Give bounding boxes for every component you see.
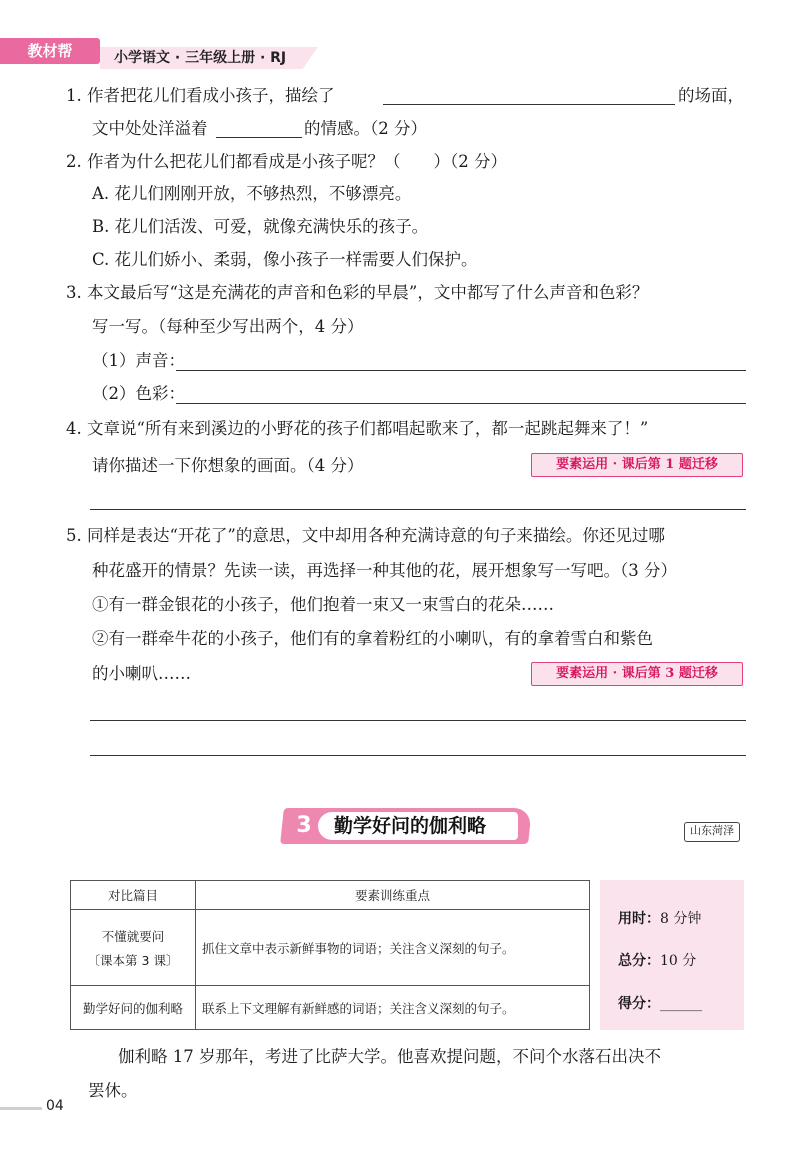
q5-example1: ①有一群金银花的小孩子，他们抱着一束又一束雪白的花朵……: [92, 595, 554, 614]
q3-line2: 写一写。（每种至少写出两个，4 分）: [92, 317, 364, 336]
header-title: 小学语文 · 三年级上册 · RJ: [114, 50, 287, 66]
q1-text-b: 的场面，: [678, 86, 744, 105]
total-label: 总分：: [618, 953, 660, 969]
q4-line1: 4. 文章说“所有来到溪边的小野花的孩子们都唱起歌来了，都一起跳起舞来了！”: [66, 419, 649, 438]
q1-text-d: 的情感。（2 分）: [304, 119, 427, 138]
q3-sub2-label: （2）色彩：: [92, 384, 185, 403]
table-header-cell: 对比篇目: [71, 881, 196, 910]
q2-option-c[interactable]: C. 花儿们娇小、柔弱，像小孩子一样需要人们保护。: [92, 250, 478, 269]
section-number: 3: [296, 813, 312, 838]
q3-sub1-label: （1）声音：: [92, 351, 185, 370]
table-row: [71, 910, 590, 986]
q1-blank-2[interactable]: [216, 137, 302, 138]
table-header-row: [71, 881, 590, 910]
total-value: 10 分: [660, 953, 697, 969]
time-value: 8 分钟: [660, 911, 702, 927]
comparison-table: [70, 880, 590, 1030]
q1-blank-1[interactable]: [383, 104, 675, 105]
total-row: [618, 950, 696, 970]
time-label: 用时：: [618, 911, 660, 927]
q5-example2a: ②有一群牵牛花的小孩子，他们有的拿着粉红的小喇叭，有的拿着雪白和紫色: [92, 629, 653, 648]
table-cell-title: [71, 910, 196, 986]
table-cell-focus: 联系上下文理解有新鲜感的词语；关注含义深刻的句子。: [196, 986, 590, 1030]
q5-example2b: 的小喇叭……: [92, 664, 191, 683]
score-label: 得分：: [618, 996, 660, 1012]
q5-line1: 5. 同样是表达“开花了”的意思，文中却用各种充满诗意的句子来描绘。你还见过哪: [66, 526, 665, 545]
q3-line1: 3. 本文最后写“这是充满花的声音和色彩的早晨”，文中都写了什么声音和色彩？: [66, 283, 649, 302]
time-row: [618, 908, 701, 928]
q5-line2: 种花盛开的情景？先读一读，再选择一种其他的花，展开想象写一写吧。（3 分）: [92, 561, 677, 580]
q5-tag: 要素运用 · 课后第 3 题迁移: [531, 662, 743, 686]
footer-bar: [0, 1107, 42, 1110]
q4-answer-line[interactable]: [90, 509, 746, 510]
table-row: [71, 986, 590, 1030]
section-title: 勤学好问的伽利略: [334, 815, 487, 837]
score-row: [618, 993, 702, 1013]
score-field[interactable]: ______: [660, 996, 702, 1012]
table-cell-title: 勤学好问的伽利略: [71, 986, 196, 1030]
table-header-cell: 要素训练重点: [196, 881, 590, 910]
q4-tag: 要素运用 · 课后第 1 题迁移: [531, 453, 743, 477]
q1-text-a: 1. 作者把花儿们看成小孩子，描绘了: [66, 86, 335, 105]
q3-sub2-line[interactable]: [176, 403, 746, 404]
q3-sub1-line[interactable]: [176, 370, 746, 371]
table-cell-focus: 抓住文章中表示新鲜事物的词语；关注含义深刻的句子。: [196, 910, 590, 986]
q5-answer-line-1[interactable]: [90, 720, 746, 721]
passage-line2: 罢休。: [88, 1081, 138, 1100]
q4-line2: 请你描述一下你想象的画面。（4 分）: [92, 456, 364, 475]
row-note: 〔课本第 3 课〕: [87, 952, 179, 968]
brand-tab: 教材帮: [0, 38, 100, 64]
page-number: 04: [46, 1098, 64, 1114]
q2-option-b[interactable]: B. 花儿们活泼、可爱，就像充满快乐的孩子。: [92, 217, 429, 236]
q5-answer-line-2[interactable]: [90, 755, 746, 756]
passage-line1: 伽利略 17 岁那年，考进了比萨大学。他喜欢提问题，不问个水落石出决不: [118, 1047, 661, 1066]
row-title: 不懂就要问: [101, 928, 165, 944]
q2-stem: 2. 作者为什么把花儿们都看成是小孩子呢？（ ）（2 分）: [66, 152, 507, 171]
q2-option-a[interactable]: A. 花儿们刚刚开放，不够热烈，不够漂亮。: [92, 184, 412, 203]
q1-text-c: 文中处处洋溢着: [92, 119, 208, 138]
region-badge: 山东菏泽: [684, 822, 740, 842]
